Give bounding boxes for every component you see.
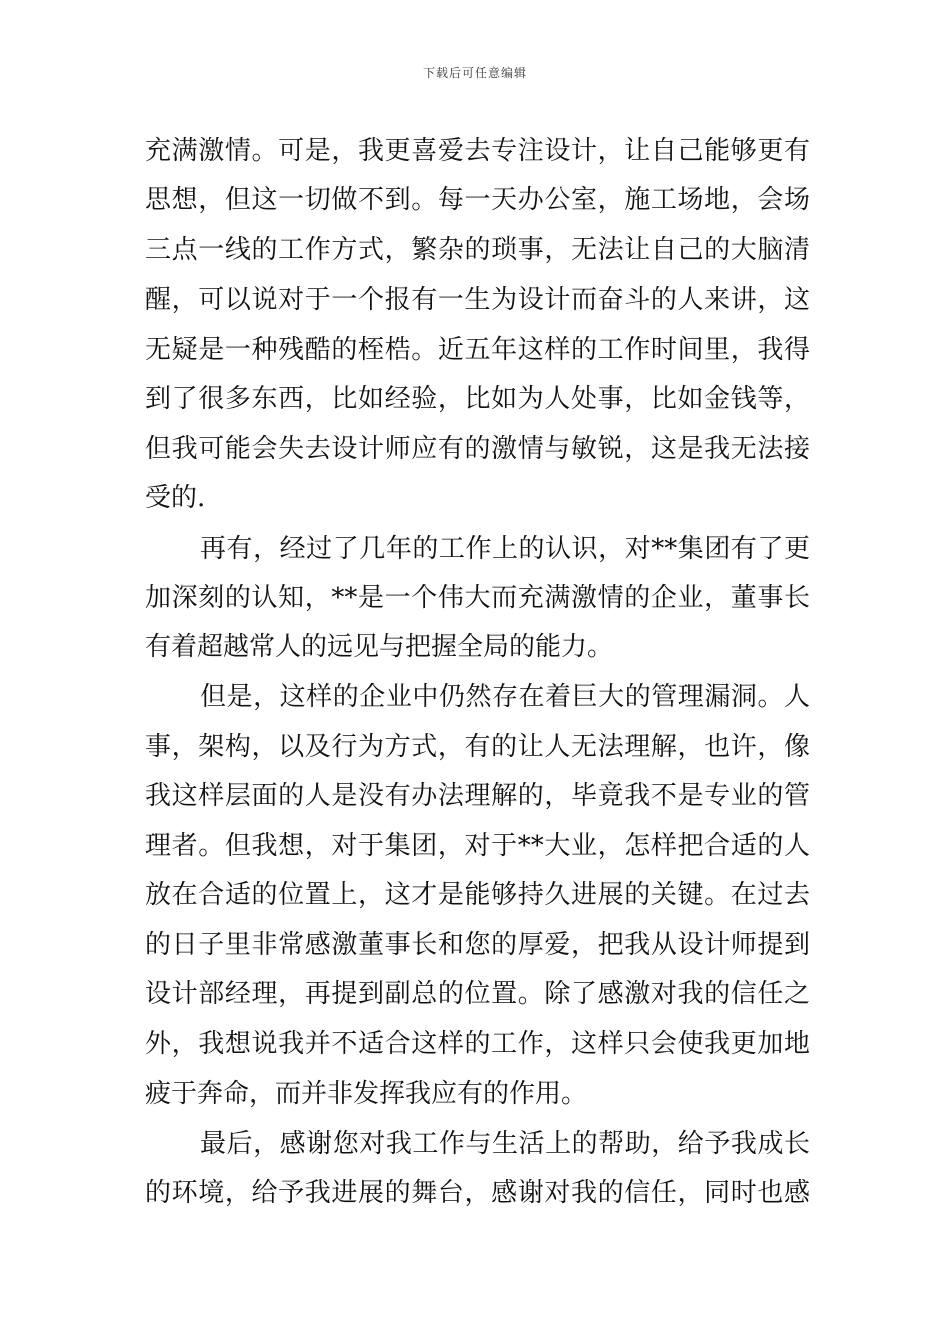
- text-line: 我这样层面的人是没有办法理解的，毕竟我不是专业的管: [145, 781, 810, 811]
- text-line: 设计部经理，再提到副总的位置。除了感激对我的信任之: [145, 979, 810, 1009]
- text-line: 受的.: [145, 483, 206, 513]
- text-line: 理者。但我想，对于集团，对于**大业，怎样把合适的人: [145, 831, 810, 861]
- text-line: 思想，但这一切做不到。每一天办公室，施工场地，会场: [145, 185, 810, 215]
- text-line: 但我可能会失去设计师应有的激情与敏锐，这是我无法接: [145, 434, 810, 464]
- text-line: 的环境，给予我进展的舞台，感谢对我的信任，同时也感: [145, 1178, 810, 1208]
- text-line: 三点一线的工作方式，繁杂的琐事，无法让自己的大脑清: [145, 235, 810, 265]
- text-line: 疲于奔命，而并非发挥我应有的作用。: [145, 1079, 588, 1109]
- text-line: 无疑是一种残酷的桎梏。近五年这样的工作时间里，我得: [145, 335, 810, 365]
- text-line: 事，架构，以及行为方式，有的让人无法理解，也许，像: [145, 732, 810, 762]
- text-line: 外，我想说我并不适合这样的工作，这样只会使我更加地: [145, 1029, 810, 1059]
- page-header: 下载后可任意编辑: [422, 66, 527, 80]
- paragraph-first-line: 但是，这样的企业中仍然存在着巨大的管理漏洞。人: [200, 682, 810, 712]
- text-line: 加深刻的认知，**是一个伟大而充满激情的企业，董事长: [145, 583, 810, 613]
- paragraph-first-line: 最后，感谢您对我工作与生活上的帮助，给予我成长: [200, 1129, 810, 1159]
- paragraph-first-line: 再有，经过了几年的工作上的认识，对**集团有了更: [200, 534, 810, 564]
- text-line: 醒，可以说对于一个报有一生为设计而奋斗的人来讲，这: [145, 285, 810, 315]
- text-line: 到了很多东西，比如经验，比如为人处事，比如金钱等，: [145, 384, 810, 414]
- text-line: 放在合适的位置上，这才是能够持久进展的关键。在过去: [145, 880, 810, 910]
- text-line: 充满激情。可是，我更喜爱去专注设计，让自己能够更有: [145, 136, 810, 166]
- text-line: 的日子里非常感激董事长和您的厚爱，把我从设计师提到: [145, 930, 810, 960]
- text-line: 有着超越常人的远见与把握全局的能力。: [145, 632, 614, 662]
